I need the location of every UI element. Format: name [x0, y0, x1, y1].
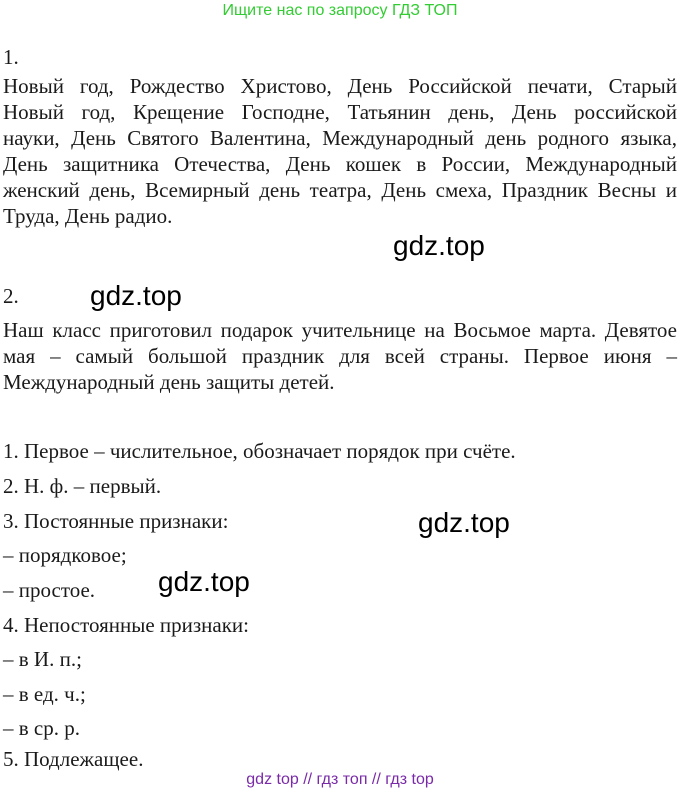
- section-2-line: мая – самый большой праздник для всей страны. Первое июня –: [3, 344, 677, 368]
- section-1-line: науки, День Святого Валентина, Международный день родного языка,: [3, 126, 677, 150]
- section-2-line: Наш класс приготовил подарок учительнице на Восьмое марта. Девятое: [3, 318, 677, 342]
- watermark-text: gdz.top: [393, 230, 485, 261]
- analysis-line: – в ед. ч.;: [3, 682, 86, 706]
- watermark-text: gdz.top: [158, 566, 250, 597]
- analysis-line: 5. Подлежащее.: [3, 747, 144, 771]
- analysis-line: – порядковое;: [3, 543, 127, 567]
- analysis-line: 1. Первое – числительное, обозначает порядок при счёте.: [3, 439, 516, 463]
- footer-links[interactable]: gdz top // гдз топ // гдз top: [246, 771, 434, 788]
- section-1-line: Новый год, Рождество Христово, День Российской печати, Старый: [3, 74, 677, 98]
- section-1-line: Труда, День радио.: [3, 204, 173, 228]
- analysis-line: 2. Н. ф. – первый.: [3, 474, 162, 498]
- analysis-line: – в ср. р.: [3, 716, 80, 740]
- watermark-text: gdz.top: [90, 280, 182, 311]
- analysis-line: 4. Непостоянные признаки:: [3, 613, 249, 637]
- watermark-text: gdz.top: [418, 507, 510, 538]
- analysis-line: 3. Постоянные признаки:: [3, 509, 229, 533]
- analysis-line: – простое.: [3, 578, 96, 602]
- section-1-line: женский день, Всемирный день театра, День смеха, Праздник Весны и: [3, 178, 677, 202]
- section-1-number: 1.: [3, 45, 19, 69]
- section-2-line: Международный день защиты детей.: [3, 370, 335, 394]
- section-1-line: Новый год, Крещение Господне, Татьянин день, День российской: [3, 100, 677, 124]
- section-2-number: 2.: [3, 284, 19, 308]
- search-hint-link[interactable]: Ищите нас по запросу ГДЗ ТОП: [222, 2, 458, 19]
- section-1-line: День защитника Отечества, День кошек в России, Международный: [3, 152, 677, 176]
- analysis-line: – в И. п.;: [3, 647, 82, 671]
